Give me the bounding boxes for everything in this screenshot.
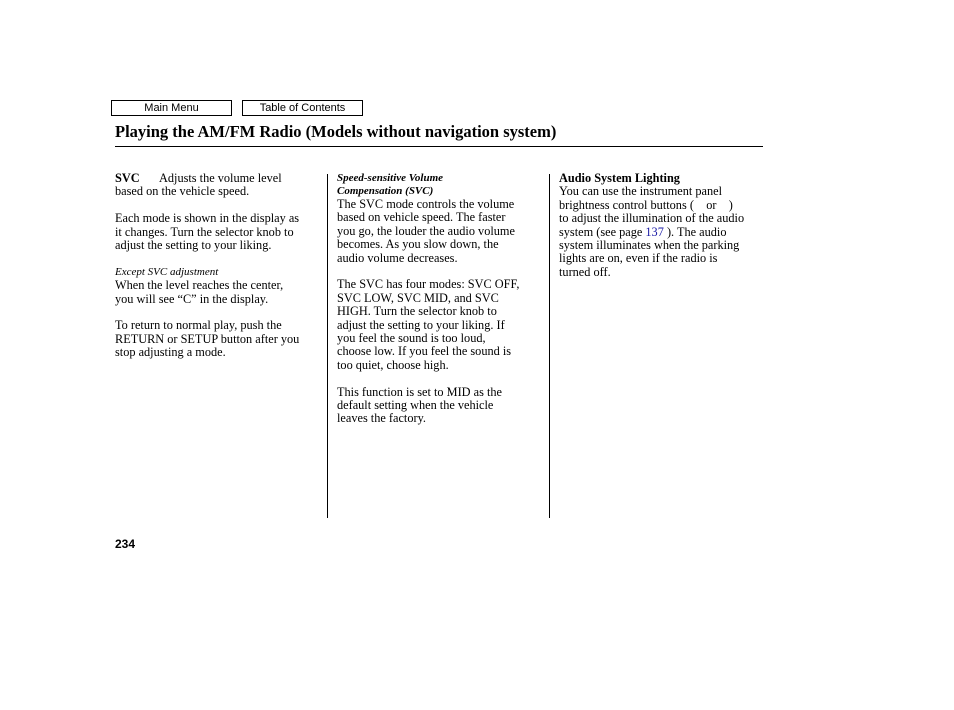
text-line: based on vehicle speed. The faster [337, 210, 506, 225]
text-line: The SVC mode controls the volume [337, 197, 515, 211]
text-line: system illuminates when the parking [559, 238, 740, 253]
svc-paragraph [115, 172, 325, 199]
text-line: When the level reaches the center, [115, 278, 284, 293]
mode-display-paragraph [115, 212, 325, 252]
svc-label: SVC [115, 171, 140, 185]
audio-lighting-paragraph [559, 185, 765, 279]
column-right [559, 172, 765, 279]
table-of-contents-button[interactable]: Table of Contents [242, 100, 363, 116]
except-svc-heading: Except SVC adjustment [115, 265, 219, 278]
text-line: turned off. [559, 264, 611, 279]
text-line: Adjusts the volume level [159, 171, 282, 185]
text-line: leaves the factory. [337, 411, 426, 426]
text-line: system (see page [559, 224, 643, 239]
text-line: choose low. If you feel the sound is [337, 344, 512, 359]
text-line: ). The audio [666, 224, 727, 239]
text-line: brightness control buttons ( or ) [559, 197, 733, 212]
column-middle [337, 172, 543, 426]
svc-four-modes-paragraph [337, 278, 543, 372]
audio-lighting-heading: Audio System Lighting [559, 171, 680, 185]
text-line: HIGH. Turn the selector knob to [337, 304, 497, 319]
text-line: adjust the setting to your liking. [115, 238, 272, 253]
return-paragraph [115, 319, 325, 359]
center-level-paragraph [115, 279, 325, 306]
svc-section-heading [337, 172, 543, 198]
text-line: You can use the instrument panel [559, 184, 723, 199]
text-line: you go, the louder the audio volume [337, 223, 515, 238]
text-line: too quiet, choose high. [337, 357, 449, 372]
text-line: Each mode is shown in the display as [115, 211, 300, 226]
svc-mode-paragraph [337, 198, 543, 265]
text-line: This function is set to MID as the [337, 384, 502, 399]
text-line: to adjust the illumination of the audio [559, 211, 745, 226]
page-137-link[interactable]: 137 [645, 224, 664, 239]
column-left [115, 172, 325, 360]
column-divider [549, 174, 550, 518]
text-line: adjust the setting to your liking. If [337, 317, 505, 332]
text-line: RETURN or SETUP button after you [115, 331, 300, 346]
text-line: The SVC has four modes: SVC OFF, [337, 277, 520, 292]
heading-line: Speed-sensitive Volume [337, 172, 444, 184]
text-line: based on the vehicle speed. [115, 184, 250, 199]
text-line: you will see “C” in the display. [115, 291, 269, 306]
page-title: Playing the AM/FM Radio (Models without navigation system) [115, 122, 557, 141]
text-line: SVC LOW, SVC MID, and SVC [337, 290, 499, 305]
column-divider [327, 174, 328, 518]
text-line: you feel the sound is too loud, [337, 331, 486, 346]
text-line: it changes. Turn the selector knob to [115, 224, 294, 239]
heading-line: Compensation (SVC) [337, 185, 434, 197]
text-line: To return to normal play, push the [115, 318, 282, 333]
text-line: audio volume decreases. [337, 250, 458, 265]
text-line: default setting when the vehicle [337, 398, 494, 413]
text-line: lights are on, even if the radio is [559, 251, 718, 266]
default-setting-paragraph [337, 386, 543, 426]
title-rule [115, 146, 763, 147]
text-line: becomes. As you slow down, the [337, 237, 499, 252]
text-line: stop adjusting a mode. [115, 345, 226, 360]
main-menu-button[interactable]: Main Menu [111, 100, 232, 116]
page-number: 234 [115, 537, 136, 551]
